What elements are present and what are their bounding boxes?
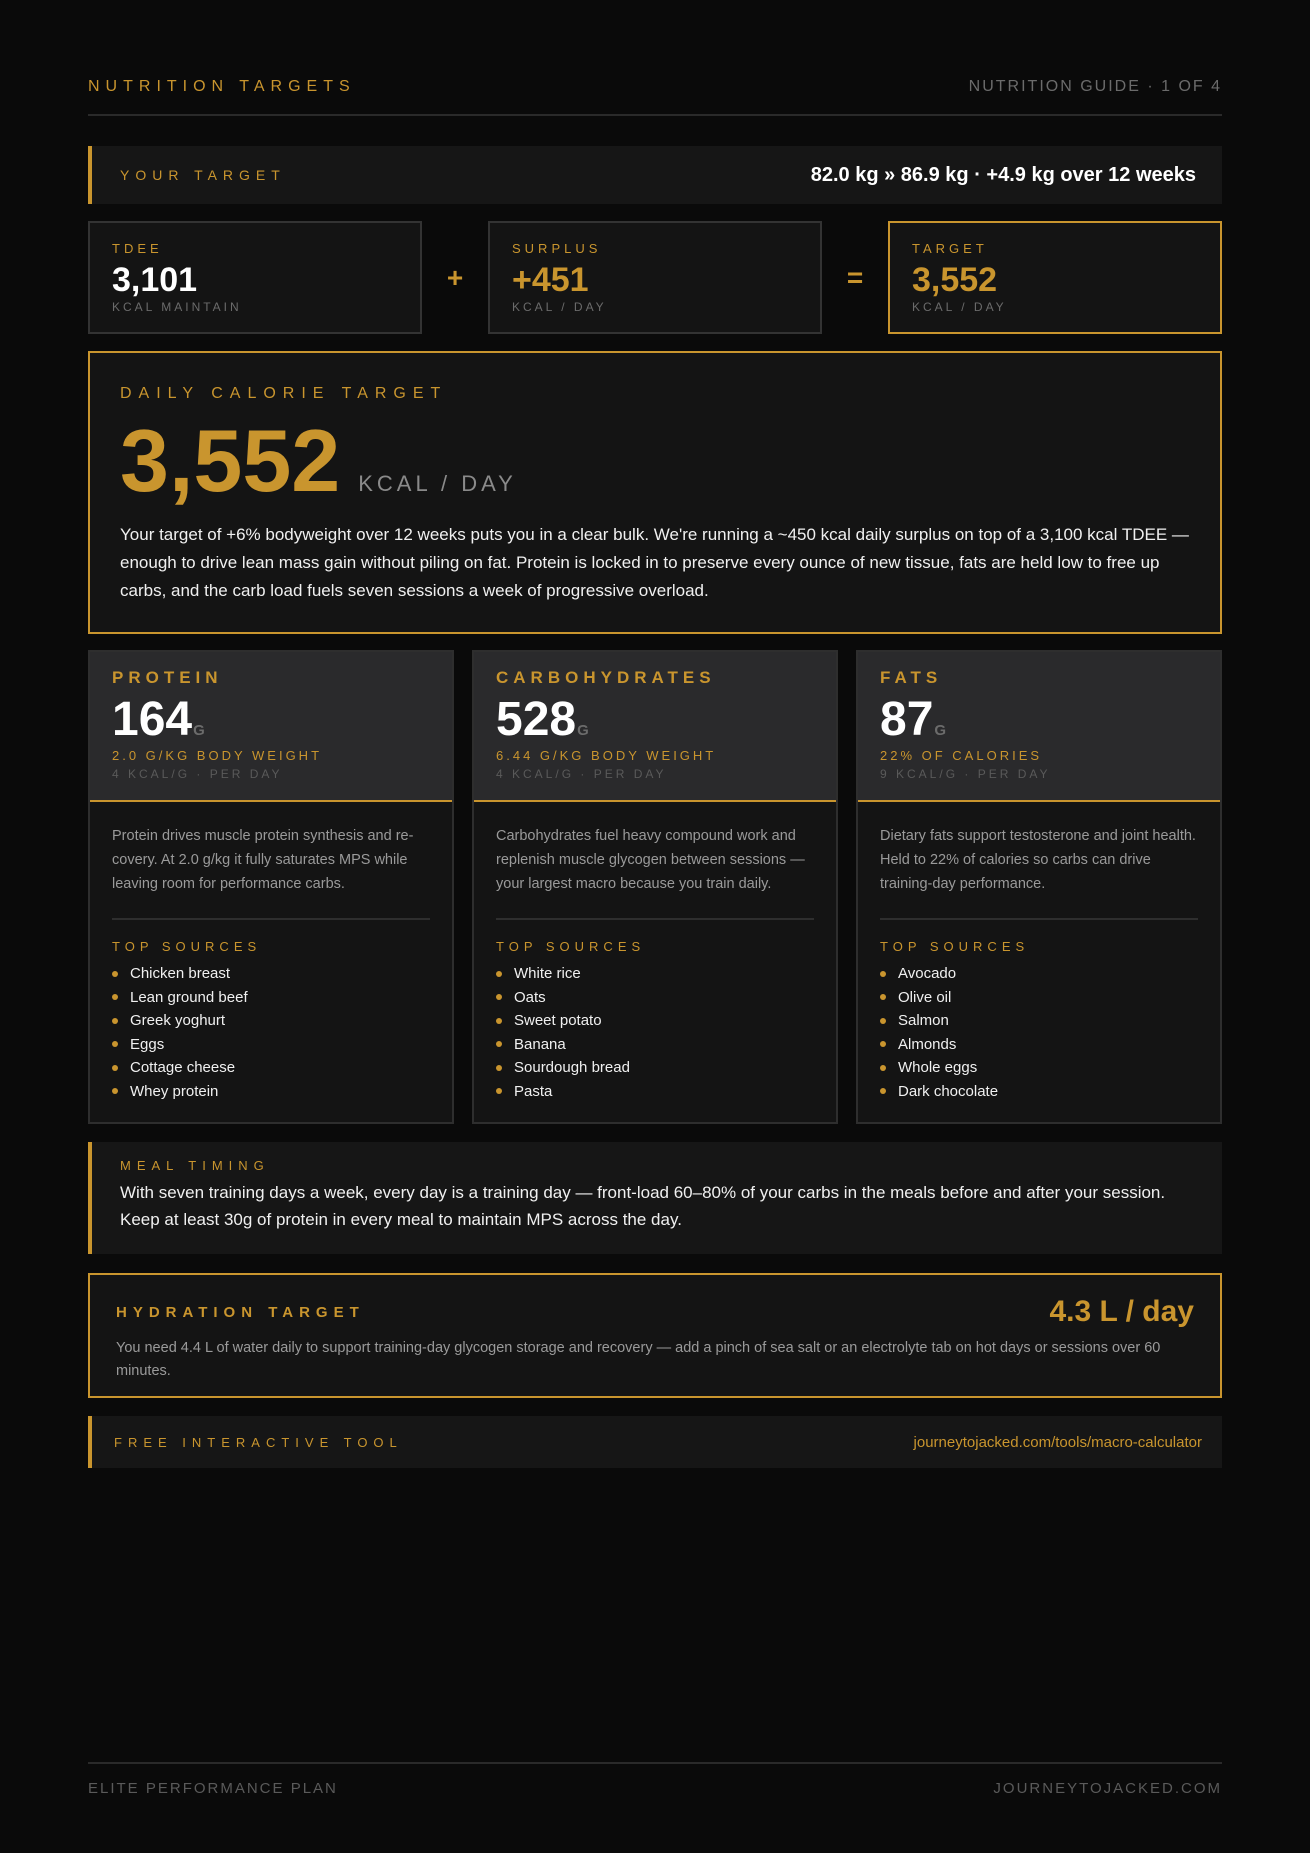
source-name: Dark chocolate (898, 1082, 999, 1100)
page-footer (88, 1762, 1222, 1802)
bullet-icon (880, 1018, 886, 1024)
source-name: Olive oil (898, 988, 952, 1006)
bullet-icon (112, 1088, 118, 1094)
sources-list (880, 962, 1198, 1103)
source-name: Sourdough bread (514, 1059, 630, 1076)
macro-unit: G (193, 722, 205, 739)
list-item (496, 1033, 814, 1057)
bullet-icon (880, 994, 886, 1000)
bullet-icon (496, 994, 502, 1000)
your-target-value: 82.0 kg » 86.9 kg · +4.9 kg over 12 weeks (810, 163, 1196, 186)
tdee-unit: KCAL MAINTAIN (112, 300, 242, 314)
list-item (496, 1080, 814, 1104)
list-item (880, 1080, 1198, 1104)
bullet-icon (880, 971, 886, 977)
daily-label: DAILY CALORIE TARGET (120, 385, 448, 402)
source-name: Banana (514, 1035, 566, 1053)
footer-right: JOURNEYTOJACKED.COM (993, 1780, 1222, 1797)
macro-description: Dietary fats support testosterone and joint health. Held to 22% of calories so carbs can drive training-day performance. (880, 824, 1198, 920)
bullet-icon (112, 1018, 118, 1024)
macro-card-header (858, 652, 1220, 802)
bullet-icon (112, 971, 118, 977)
macro-sub: 4 KCAL/G · PER DAY (496, 767, 667, 781)
macro-ratio: 6.44 G/KG BODY WEIGHT (496, 748, 717, 763)
macro-card-protein (88, 650, 454, 1124)
sources-label: TOP SOURCES (880, 939, 1030, 954)
macro-card-body (90, 802, 452, 1125)
hydration-target (88, 1273, 1222, 1398)
target-value: 3,552 (912, 261, 998, 299)
daily-value-row (120, 413, 1190, 509)
macro-unit: G (934, 722, 947, 739)
macro-ratio: 22% OF CALORIES (880, 748, 1043, 763)
list-item (112, 1056, 430, 1080)
macro-card-header (90, 652, 452, 802)
macro-amount-row (112, 694, 430, 746)
source-name: Oats (514, 988, 546, 1006)
macro-amount: 164 (112, 693, 193, 746)
macro-card-carbohydrates (472, 650, 838, 1124)
sources-label: TOP SOURCES (496, 939, 646, 954)
source-name: Avocado (898, 965, 957, 982)
tdee-label: TDEE (112, 241, 163, 256)
list-item (496, 1009, 814, 1033)
your-target-label: YOUR TARGET (120, 167, 286, 183)
source-name: Cottage cheese (130, 1059, 236, 1076)
bullet-icon (880, 1088, 886, 1094)
sources-list (496, 962, 814, 1103)
meal-timing-label: MEAL TIMING (120, 1158, 270, 1173)
daily-unit: KCAL / DAY (358, 471, 517, 496)
footer-left: ELITE PERFORMANCE PLAN (88, 1780, 338, 1797)
source-name: Greek yoghurt (130, 1012, 226, 1029)
sources-list (112, 962, 430, 1103)
hydration-header (116, 1295, 1194, 1329)
macro-sub: 9 KCAL/G · PER DAY (880, 767, 1051, 781)
bullet-icon (112, 994, 118, 1000)
sources-label: TOP SOURCES (112, 939, 262, 954)
bullet-icon (496, 1041, 502, 1047)
daily-calorie-target (88, 351, 1222, 634)
daily-description: Your target of +6% bodyweight over 12 weeks puts you in a clear bulk. We're running a ~450 kcal daily surplus on top of a 3,100 kcal TDEE — enough to drive lean mass gain without piling on fat. Protein is locked in to preserve every ounce of new tissue, fats are held low to free up carbs, and the carb load fuels seven sessions a week of progressive overload. (120, 525, 1189, 600)
macro-card-body (858, 802, 1220, 1125)
equals-sign: = (846, 261, 864, 293)
bullet-icon (496, 1065, 502, 1071)
macro-amount-row (496, 694, 814, 746)
source-name: Whey protein (130, 1082, 219, 1100)
bullet-icon (112, 1041, 118, 1047)
list-item (496, 986, 814, 1010)
list-item (880, 986, 1198, 1010)
bullet-icon (880, 1041, 886, 1047)
macro-card-body (474, 802, 836, 1125)
list-item (112, 1080, 430, 1104)
list-item (880, 962, 1198, 986)
list-item (112, 1033, 430, 1057)
macro-card-header (474, 652, 836, 802)
bullet-icon (880, 1065, 886, 1071)
daily-value: 3,552 (120, 411, 341, 510)
your-target-bar (88, 146, 1222, 204)
source-name: Sweet potato (514, 1012, 602, 1029)
macro-ratio: 2.0 G/KG BODY WEIGHT (112, 748, 323, 763)
source-name: Eggs (130, 1035, 165, 1053)
hydration-text: You need 4.4 L of water daily to support training-day glycogen storage and recovery — add a pinch of sea salt or an electrolyte tab on hot days or sessions over 60 minutes. (116, 1340, 1161, 1379)
macro-unit: G (577, 722, 589, 739)
hydration-label: HYDRATION TARGET (116, 1303, 365, 1321)
macro-description: Carbohydrates fuel heavy compound work and replenish muscle glycogen between sessions — your largest macro because you train daily. (496, 824, 814, 920)
list-item (112, 962, 430, 986)
list-item (880, 1009, 1198, 1033)
calorie-equation (88, 221, 1222, 334)
source-name: Whole eggs (898, 1059, 978, 1076)
list-item (880, 1056, 1198, 1080)
list-item (880, 1033, 1198, 1057)
target-unit: KCAL / DAY (912, 300, 1007, 314)
macro-amount: 528 (496, 693, 577, 746)
tool-link[interactable]: journeytojacked.com/tools/macro-calculator (913, 1433, 1202, 1451)
macro-sub: 4 KCAL/G · PER DAY (112, 767, 283, 781)
bullet-icon (496, 971, 502, 977)
surplus-unit: KCAL / DAY (512, 300, 607, 314)
hydration-value: 4.3 L / day (1049, 1295, 1194, 1328)
surplus-box (488, 221, 822, 334)
source-name: Almonds (898, 1035, 957, 1053)
interactive-tool-bar (88, 1416, 1222, 1468)
list-item (496, 962, 814, 986)
page-header (88, 78, 1222, 116)
bullet-icon (496, 1018, 502, 1024)
source-name: Salmon (898, 1012, 949, 1029)
list-item (496, 1056, 814, 1080)
page-title: NUTRITION TARGETS (88, 78, 356, 95)
bullet-icon (112, 1065, 118, 1071)
source-name: Pasta (514, 1082, 553, 1100)
target-box (888, 221, 1222, 334)
macro-cards (88, 650, 1222, 1124)
page-meta: NUTRITION GUIDE · 1 OF 4 (968, 78, 1222, 95)
tdee-value: 3,101 (112, 261, 198, 299)
plus-sign: + (446, 261, 464, 293)
surplus-label: SURPLUS (512, 241, 602, 256)
macro-amount-row (880, 694, 1198, 746)
macro-card-fats (856, 650, 1222, 1124)
bullet-icon (496, 1088, 502, 1094)
source-name: White rice (514, 965, 581, 982)
macro-name: FATS (880, 668, 943, 687)
tdee-box (88, 221, 422, 334)
target-label: TARGET (912, 241, 988, 256)
macro-amount: 87 (880, 693, 934, 746)
macro-name: CARBOHYDRATES (496, 668, 716, 687)
list-item (112, 1009, 430, 1033)
meal-timing-text: With seven training days a week, every day is a training day — front-load 60–80% of your carbs in the meals before and after your session. Keep at least 30g of protein in every meal to maintain MPS across the day. (120, 1183, 1166, 1229)
macro-name: PROTEIN (112, 668, 223, 687)
list-item (112, 986, 430, 1010)
tool-label: FREE INTERACTIVE TOOL (114, 1434, 403, 1450)
surplus-value: +451 (512, 261, 589, 299)
source-name: Lean ground beef (130, 988, 248, 1006)
meal-timing (88, 1142, 1222, 1254)
macro-description: Protein drives muscle protein synthesis and re-covery. At 2.0 g/kg it fully saturates MPS while leaving room for performance carbs. (112, 824, 430, 920)
source-name: Chicken breast (130, 965, 231, 982)
